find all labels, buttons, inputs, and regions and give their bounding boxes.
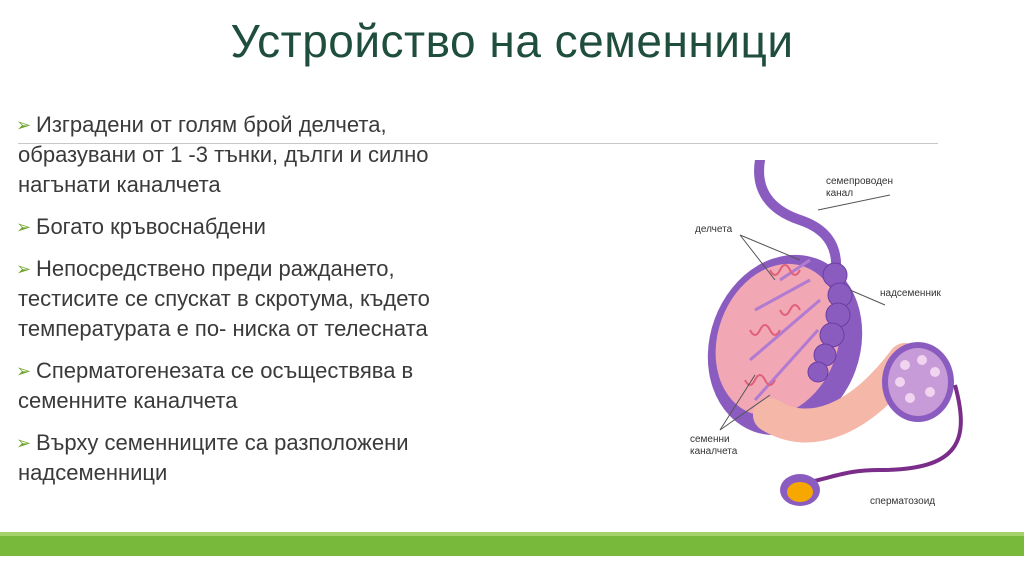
bullet-line: семенните каналчета bbox=[18, 388, 238, 413]
arrow-bullet-icon: ➢ bbox=[16, 259, 32, 279]
label-epididymis: надсеменник bbox=[880, 288, 941, 299]
bullet-list bbox=[16, 110, 576, 500]
bullet-line: Богато кръвоснабдени bbox=[36, 214, 266, 239]
label-tubules-2: каналчета bbox=[690, 446, 738, 457]
bullet-item bbox=[16, 428, 576, 488]
label-tubules: семенни bbox=[690, 434, 730, 445]
bullet-line: Непосредствено преди раждането, bbox=[36, 256, 395, 281]
label-sperm: сперматозоид bbox=[870, 496, 936, 507]
slide-title: Устройство на семенници bbox=[230, 15, 794, 67]
arrow-bullet-icon: ➢ bbox=[16, 433, 32, 453]
bullet-line: нагънати каналчета bbox=[18, 172, 221, 197]
label-seminal-duct-2: канал bbox=[826, 188, 854, 199]
bullet-line: тестисите се спускат в скротума, където bbox=[18, 286, 430, 311]
testis-diagram bbox=[660, 160, 980, 530]
bullet-item bbox=[16, 212, 576, 242]
bullet-item bbox=[16, 254, 576, 344]
footer-bar bbox=[0, 530, 1024, 574]
bullet-line: Изградени от голям брой делчета, bbox=[36, 112, 387, 137]
bullet-item bbox=[16, 356, 576, 416]
testis-illustration bbox=[660, 160, 980, 530]
arrow-bullet-icon: ➢ bbox=[16, 361, 32, 381]
bullet-line: температурата е по- ниска от телесната bbox=[18, 316, 428, 341]
bullet-item bbox=[16, 110, 576, 200]
arrow-bullet-icon: ➢ bbox=[16, 115, 32, 135]
bullet-line: Върху семенниците са разположени bbox=[36, 430, 409, 455]
arrow-bullet-icon: ➢ bbox=[16, 217, 32, 237]
label-lobules: делчета bbox=[695, 224, 733, 235]
bullet-line: Сперматогенезата се осъществява в bbox=[36, 358, 414, 383]
footer-green-band bbox=[0, 536, 1024, 556]
bullet-line: надсеменници bbox=[18, 460, 168, 485]
bullet-line: образувани от 1 -3 тънки, дълги и силно bbox=[18, 142, 429, 167]
label-seminal-duct: семепроводен bbox=[826, 176, 893, 187]
